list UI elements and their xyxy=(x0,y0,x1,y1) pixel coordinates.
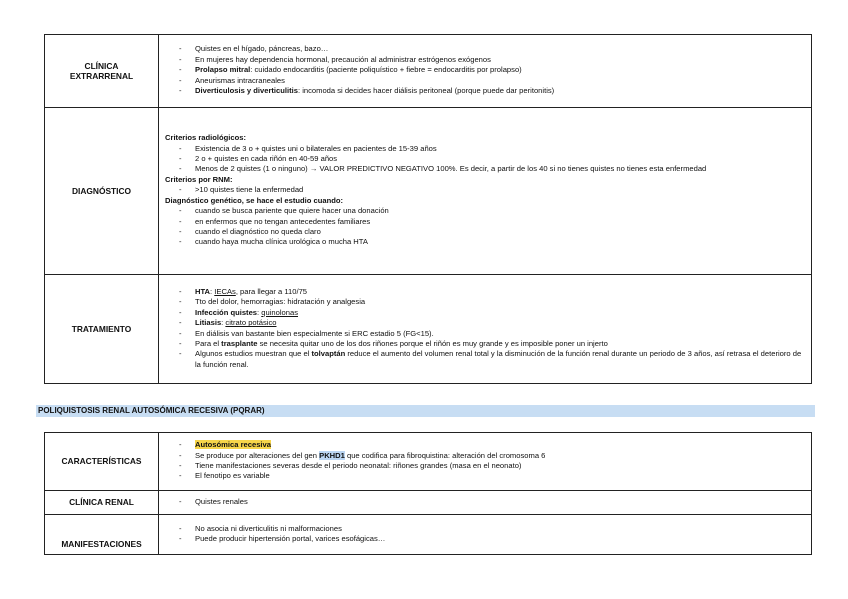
row-label-clinica-renal xyxy=(45,491,159,515)
list-item: - Tto del dolor, hemorragias: hidratación y analgesia xyxy=(179,297,366,307)
list-item: - cuando haya mucha clínica urológica o mucha HTA xyxy=(179,237,368,247)
list-item: - 2 o + quistes en cada riñón en 40-59 años xyxy=(179,154,338,164)
row-label-diagnostico xyxy=(45,108,159,275)
label-clinica-renal: CLÍNICA RENAL xyxy=(69,497,134,508)
row-tratamiento xyxy=(45,275,812,384)
list-item: - cuando el diagnóstico no queda claro xyxy=(179,226,321,236)
label-clinica-extrarrenal: CLÍNICA EXTRARRENAL xyxy=(69,60,134,81)
list-item: - No asocia ni diverticulitis ni malformaciones xyxy=(179,523,342,533)
heading-criterios-radiologicos: Criterios radiológicos: xyxy=(165,133,247,143)
list-item: - cuando se busca pariente que quiere hacer una donación xyxy=(179,206,389,216)
content-clinica-extrarrenal xyxy=(159,35,812,108)
label-manifestaciones: MANIFESTACIONES xyxy=(61,538,142,549)
content-manifestaciones xyxy=(159,515,812,555)
list-item: - >10 quistes tiene la enfermedad xyxy=(179,185,304,195)
list-item: - Infección quistes: quinolonas xyxy=(179,307,298,317)
content-caracteristicas xyxy=(159,433,812,491)
list-item: - en enfermos que no tengan antecedentes familiares xyxy=(179,216,371,226)
term-diverticulosis: Diverticulosis y diverticulitis xyxy=(195,86,298,96)
list-item: - Puede producir hipertensión portal, varices esofágicas… xyxy=(179,534,386,543)
list-item: - El fenotipo es variable xyxy=(179,471,270,481)
table-poliquistosis-recesiva xyxy=(44,432,812,555)
list-item: - Tiene manifestaciones severas desde el periodo neonatal: riñones grandes (masa en el neonato) xyxy=(179,461,522,470)
list-item: - En mujeres hay dependencia hormonal, precaución al administrar estrógenos exógenos xyxy=(179,54,491,64)
label-caracteristicas: CARACTERÍSTICAS xyxy=(61,456,142,467)
list-item: - Se produce por alteraciones del gen PKHD1 que codifica para fibroquistina: alteración del cromosoma 6 xyxy=(179,450,546,460)
content-diagnostico xyxy=(159,108,812,275)
list-item: - Quistes renales xyxy=(179,496,248,506)
list-item: - En diálisis van bastante bien especialmente si ERC estadio 5 (FG<15). xyxy=(179,328,434,338)
list-item: - Para el trasplante se necesita quitar uno de los dos riñones porque el riñón es muy grande y es imposible poner un injerto xyxy=(179,338,608,348)
list-item: - Quistes en el hígado, páncreas, bazo… xyxy=(179,44,329,54)
highlight-gene-pkhd1: PKHD1 xyxy=(319,450,345,460)
row-clinica-renal xyxy=(45,491,812,515)
heading-criterios-rnm: Criterios por RNM: xyxy=(165,174,233,184)
list-item: - Diverticulosis y diverticulitis: incomoda si decides hacer diálisis peritoneal (porque puede dar peritonitis) xyxy=(179,86,555,96)
list-item: - Autosómica recesiva xyxy=(179,440,271,450)
list-item: - Litiasis: citrato potásico xyxy=(179,318,277,328)
highlight-autosomica-recesiva: Autosómica recesiva xyxy=(195,440,271,450)
list-item: - Algunos estudios muestran que el tolvaptán reduce el aumento del volumen renal total y la disminución de la función renal durante un periodo de 3 años, así retrasa el deterioro de la función renal. xyxy=(179,349,802,369)
row-label-caracteristicas xyxy=(45,433,159,491)
label-tratamiento: TRATAMIENTO xyxy=(71,323,132,334)
row-label-clinica-extrarrenal xyxy=(45,35,159,108)
list-item: - Aneurismas intracraneales xyxy=(179,75,285,85)
content-clinica-renal xyxy=(159,491,812,515)
row-clinica-extrarrenal xyxy=(45,35,812,108)
row-caracteristicas xyxy=(45,433,812,491)
heading-diagnostico-genetico: Diagnóstico genético, se hace el estudio cuando: xyxy=(165,195,344,205)
row-diagnostico xyxy=(45,108,812,275)
list-item: - HTA: IECAs, para llegar a 110/75 xyxy=(179,286,308,296)
row-manifestaciones xyxy=(45,515,812,555)
list-item: - Existencia de 3 o + quistes uni o bilaterales en pacientes de 15-39 años xyxy=(179,143,437,153)
label-diagnostico: DIAGNÓSTICO xyxy=(71,185,132,196)
section-title-pqrar: POLIQUISTOSIS RENAL AUTOSÓMICA RECESIVA (PQRAR) xyxy=(36,405,815,417)
content-tratamiento xyxy=(159,275,812,384)
table-poliquistosis-dominante xyxy=(44,34,812,384)
list-item: - Menos de 2 quistes (1 o ninguno) → VALOR PREDICTIVO NEGATIVO 100%. Es decir, a partir de los 40 si no tienes quistes no tienes esta enfermedad xyxy=(179,164,707,174)
row-label-manifestaciones xyxy=(45,515,159,555)
list-item: - Prolapso mitral: cuidado endocarditis (paciente poliquístico + fiebre = endocarditis por prolapso) xyxy=(179,65,522,75)
row-label-tratamiento xyxy=(45,275,159,384)
term-prolapso-mitral: Prolapso mitral xyxy=(195,65,251,75)
